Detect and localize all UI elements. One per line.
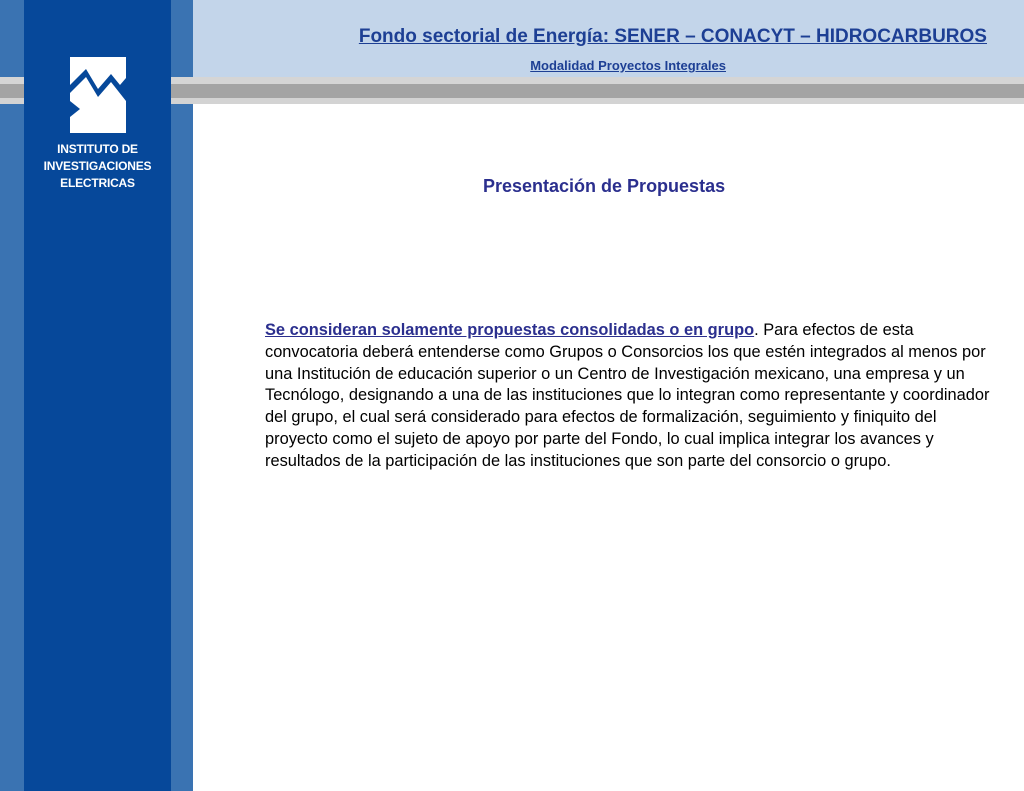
institute-name-line-3: ELECTRICAS [60,176,135,190]
body-paragraph [265,320,995,473]
iie-logo-icon [70,57,126,133]
page-subtitle[interactable]: Modalidad Proyectos Integrales [530,58,726,73]
section-heading: Presentación de Propuestas [483,176,726,196]
sidebar-edge-stripe [171,0,193,791]
left-stripe [0,0,24,791]
body-text: . Para efectos de esta convocatoria deberá entenderse como Grupos o Consorcios los que estén integrados al menos por una Institución de educación superior o un Centro de Investigación mexicano, una empresa y un Tecnólogo, designando a una de las instituciones que lo integran como representante y coordinador del grupo, el cual será considerado para efectos de formalización, seguimiento y finiquito del proyecto como el sujeto de apoyo por parte del Fondo, lo cual implica integrar los avances y resultados de la participación de las instituciones que son parte del consorcio o grupo. [265,321,990,470]
institute-name [24,141,171,192]
institute-name-line-1: INSTITUTO DE [57,142,138,156]
body-link[interactable]: Se consideran solamente propuestas consolidadas o en grupo [265,321,755,339]
page-title[interactable]: Fondo sectorial de Energía: SENER – CONACYT – HIDROCARBUROS [358,26,987,47]
institute-name-line-2: INVESTIGACIONES [43,159,152,173]
